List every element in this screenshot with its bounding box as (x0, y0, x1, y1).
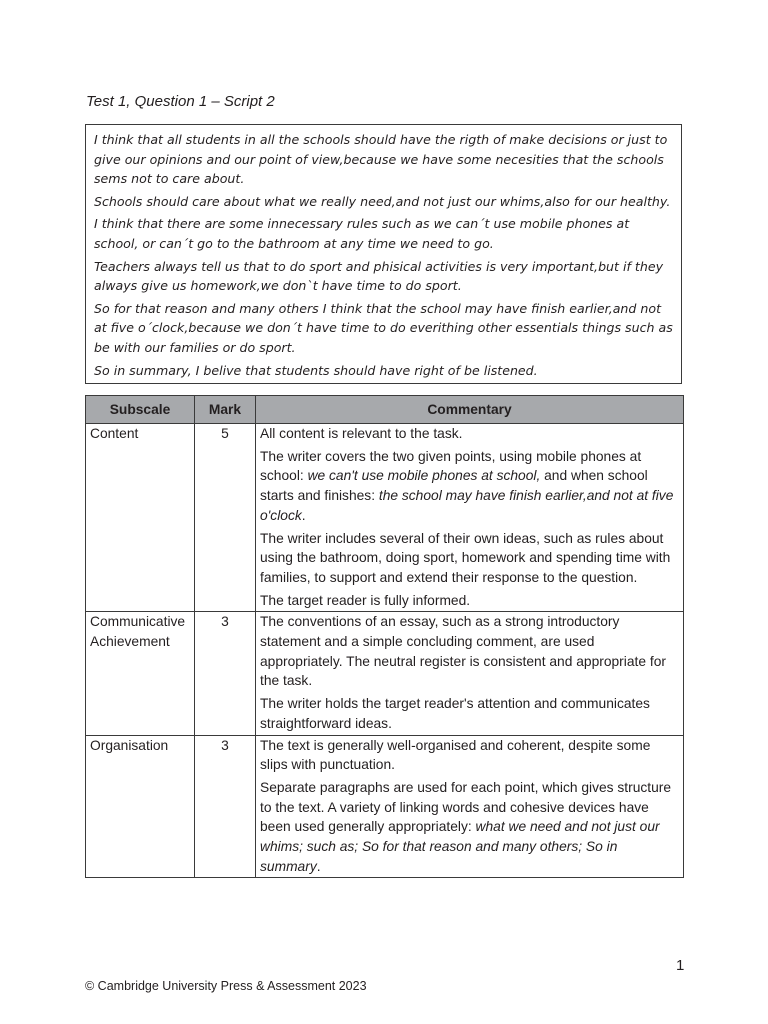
table-row-content (86, 424, 684, 612)
table-row-communicative-achievement (86, 612, 684, 735)
page-title: Test 1, Question 1 – Script 2 (86, 93, 275, 110)
script-paragraph: So in summary, I belive that students should have right of be listened. (94, 362, 538, 378)
header-subscale: Subscale (86, 396, 195, 424)
header-mark: Mark (195, 396, 256, 424)
mark-cell: 3 (195, 735, 256, 878)
mark-cell: 5 (195, 424, 256, 612)
subscale-cell: Content (86, 424, 195, 612)
copyright-notice: © Cambridge University Press & Assessment 2023 (85, 979, 367, 993)
commentary-text: . (316, 858, 321, 874)
commentary-paragraph (260, 778, 679, 877)
subscale-cell: Communicative Achievement (86, 612, 195, 735)
page-number: 1 (676, 957, 685, 974)
quoted-text: what we need and not just our whims; such as; So for that reason and many others; So in summary (260, 819, 660, 874)
script-paragraph: I think that there are some innecessary rules such as we can´t use mobile phones at school, or can´t go to the bathroom at any time we need to go. (94, 216, 630, 251)
commentary-cell (256, 612, 684, 735)
commentary-text: Separate paragraphs are used for each point, which gives structure to the text. A variety of linking words and cohesive devices have been used generally appropriately: (260, 779, 672, 835)
script-paragraph: Schools should care about what we really need,and not just our whims,also for our healthy. (94, 193, 671, 209)
commentary-text: The writer covers the two given points, using mobile phones at school: (260, 448, 642, 484)
commentary-cell (256, 424, 684, 612)
commentary-paragraph: The writer includes several of their own ideas, such as rules about using the bathroom, doing sport, homework and spending time with families, to support and extend their response to the question. (260, 530, 671, 585)
table-row-organisation (86, 735, 684, 878)
script-paragraph: I think that all students in all the schools should have the rigth of make decisions or just to give our opinions and our point of view,because we have some necesities that the schools sems not to care about. (94, 132, 668, 187)
script-paragraph: So for that reason and many others I think that the school may have finish earlier,and not at five o´clock,because we don´t have time to do everithing other essentials things such as be with our families or do sport. (94, 300, 673, 355)
mark-cell: 3 (195, 612, 256, 735)
quoted-text: we can't use mobile phones at school, (307, 468, 541, 484)
commentary-cell (256, 735, 684, 878)
commentary-paragraph: The conventions of an essay, such as a strong introductory statement and a simple concluding comment, are used appropriately. The neutral register is consistent and appropriate for the task. (260, 614, 666, 689)
commentary-paragraph: The writer holds the target reader's attention and communicates straightforward ideas. (260, 696, 650, 731)
commentary-paragraph (260, 447, 679, 526)
commentary-text: and when school starts and finishes: (260, 468, 648, 504)
commentary-text: . (301, 507, 306, 523)
quoted-text: the school may have finish earlier,and not at five o'clock (260, 488, 674, 523)
commentary-paragraph: The target reader is fully informed. (260, 592, 471, 608)
header-commentary: Commentary (256, 396, 684, 424)
subscale-cell: Organisation (86, 735, 195, 878)
commentary-paragraph: All content is relevant to the task. (260, 426, 463, 441)
candidate-script (85, 124, 682, 384)
table-header-row (86, 396, 684, 424)
script-paragraph: Teachers always tell us that to do sport and phisical activities is very important,but if they always give us homework,we don`t have time to do sport. (94, 258, 664, 294)
assessment-table (85, 395, 684, 878)
commentary-paragraph: The text is generally well-organised and coherent, despite some slips with punctuation. (260, 737, 651, 773)
